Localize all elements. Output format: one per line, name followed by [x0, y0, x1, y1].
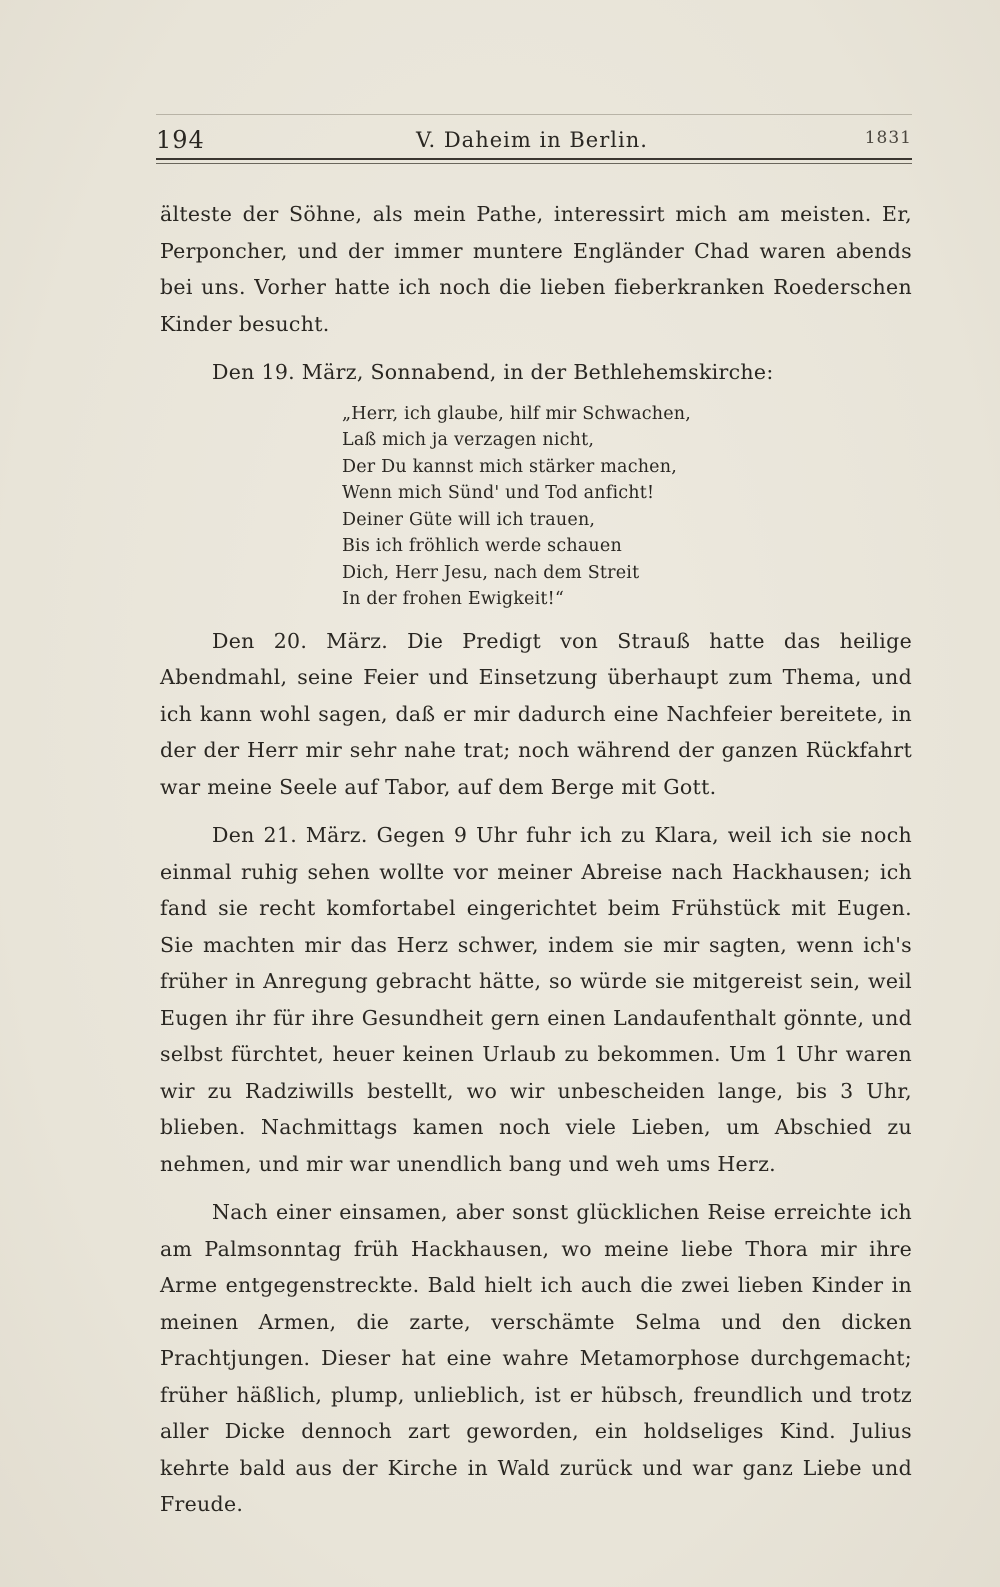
verse-line: Laß mich ja verzagen nicht,	[342, 430, 595, 450]
verse-line: Der Du kannst mich stärker machen,	[342, 456, 677, 477]
header-rule-thin	[156, 163, 912, 164]
page-header	[156, 126, 912, 162]
paragraph-march-19: Den 19. März, Sonnabend, in der Bethlehemskirche:	[212, 360, 774, 384]
verse-line: In der frohen Ewigkeit!“	[342, 589, 564, 609]
verse-line: Wenn mich Sünd' und Tod anficht!	[342, 483, 655, 503]
paragraph-march-20: Den 20. März. Die Predigt von Strauß hatte das heilige Abendmahl, seine Feier und Einsetzung überhaupt zum Thema, und ich kann wohl sagen, daß er mir dadurch eine Nachfeier bereitete, in der der Herr mir sehr nahe trat; noch während der ganzen Rückfahrt war meine Seele auf Tabor, auf dem Berge mit Gott.	[160, 628, 912, 799]
paragraph-gap	[160, 342, 912, 354]
header-year: 1831	[864, 128, 912, 148]
hymn-verse	[342, 401, 912, 613]
verse-line: Deiner Güte will ich trauen,	[342, 509, 596, 530]
verse-line: Dich, Herr Jesu, nach dem Streit	[342, 562, 640, 583]
verse-line: „Herr, ich glaube, hilf mir Schwachen,	[342, 403, 691, 424]
paragraph-palm-sunday: Nach einer einsamen, aber sonst glücklichen Reise erreichte ich am Palmsonntag früh Hackhausen, wo meine liebe Thora mir ihre Arme entgegenstreckte. Bald hielt ich auch die zwei lieben Kinder in meinen Armen, die zarte, verschämte Selma und den dicken Prachtjungen. Dieser hat eine wahre Metamorphose durchgemacht; früher häßlich, plump, unlieblich, ist er hübsch, freundlich und trotz aller Dicke dennoch zart geworden, ein holdseliges Kind. Julius kehrte bald aus der Kirche in Wald zurück und war ganz Liebe und Freude.	[160, 1200, 912, 1516]
paragraph-march-21: Den 21. März. Gegen 9 Uhr fuhr ich zu Klara, weil ich sie noch einmal ruhig sehen wollte vor meiner Abreise nach Hackhausen; ich fand sie recht komfortabel eingerichtet beim Frühstück mit Eugen. Sie machten mir das Herz schwer, indem sie mir sagten, wenn ich's früher in Anregung gebracht hätte, so würde sie mitgereist sein, weil Eugen ihr für ihre Gesundheit gern einen Landaufenthalt gönnte, und selbst fürchtet, heuer keinen Urlaub zu bekommen. Um 1 Uhr waren wir zu Radziwills bestellt, wo wir unbescheiden lange, bis 3 Uhr, blieben. Nachmittags kamen noch viele Lieben, um Abschied zu nehmen, und mir war unendlich bang und weh ums Herz.	[160, 823, 912, 1176]
header-rule	[156, 158, 912, 160]
paragraph-gap	[160, 1182, 912, 1194]
paragraph-continuation: älteste der Söhne, als mein Pathe, interessirt mich am meisten. Er, Perponcher, und der immer muntere Engländer Chad waren abends bei uns. Vorher hatte ich noch die lieben fieberkranken Roederschen Kinder besucht.	[160, 202, 912, 336]
verse-line: Bis ich fröhlich werde schauen	[342, 536, 622, 556]
running-title: V. Daheim in Berlin.	[416, 128, 648, 152]
page-body	[160, 196, 912, 1523]
paragraph-gap	[160, 805, 912, 817]
header-top-line	[156, 114, 912, 115]
page-number: 194	[156, 126, 205, 154]
